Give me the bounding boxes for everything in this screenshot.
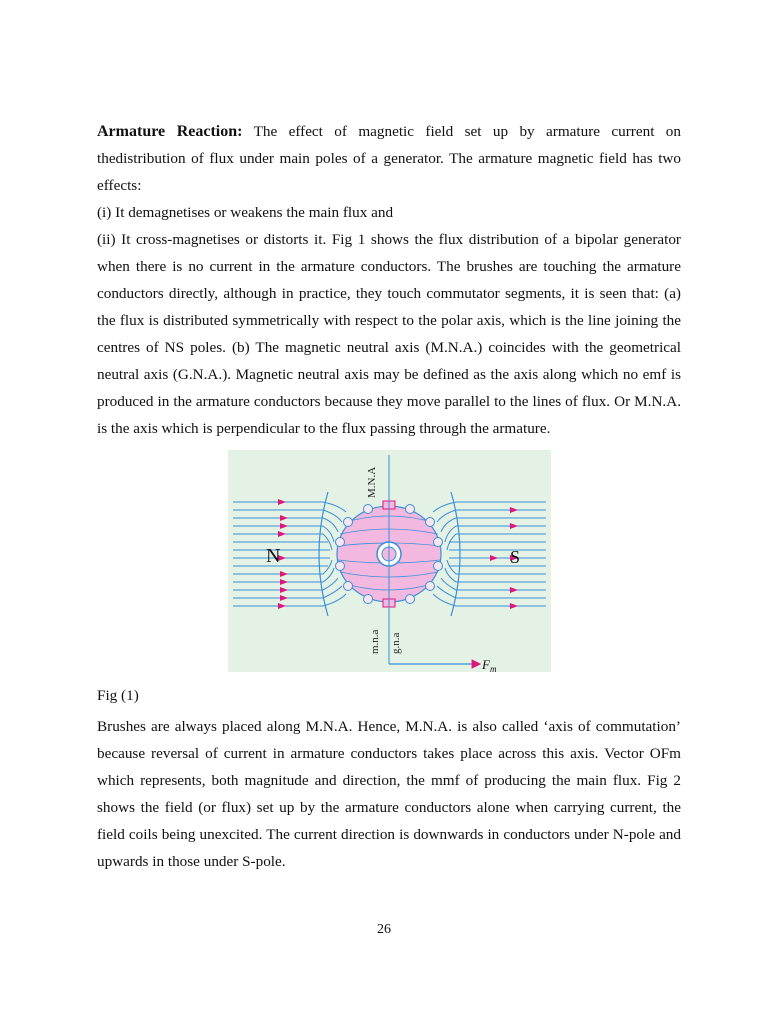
intro-text: The effect of magnetic field set up by armature current on thedistribution of flux under main poles of a generator. The armature magnetic field has two effects: (97, 123, 681, 194)
s-pole-face (451, 492, 460, 616)
n-pole-face (319, 492, 328, 616)
effect-item-2: (ii) It cross-magnetises or distorts it. Fig 1 shows the flux distribution of a bipolar generator when there is no current in the armature conductors. The brushes are touching the armature conductors directly, although in practice, they touch commutator segments, it is seen that: (a) the flux is distributed symmetrically with respect to the polar axis, which is the line joining the centres of NS poles. (b) The magnetic neutral axis (M.N.A.) coincides with the geometrical neutral axis (G.N.A.). Magnetic neutral axis may be defined as the axis along which no emf is produced in the armature conductors because they move parallel to the lines of flux. Or M.N.A. is the axis which is perpendicular to the flux passing through the armature. (97, 231, 681, 437)
flux-distribution-figure (228, 450, 551, 672)
figure-caption: Fig (1) (97, 687, 139, 704)
s-pole-label: S (510, 547, 521, 567)
n-pole-label: N (266, 545, 281, 567)
document-body (97, 118, 681, 875)
mna-top-label: M.N.A (366, 466, 378, 498)
left-flux-lines (233, 502, 346, 606)
commutation-paragraph: Brushes are always placed along M.N.A. Hence, M.N.A. is also called ‘axis of commutation’ because reversal of current in armature conductors takes place across this axis. Vector OFm which represents, both magnitude and direction, the mmf of producing the main flux. Fig 2 shows the field (or flux) set up by the armature conductors alone when carrying current, the field coils being unexcited. The current direction is downwards in conductors under N-pole and upwards in those under S-pole. (97, 718, 681, 870)
section-heading: Armature Reaction: (97, 123, 243, 140)
page-number: 26 (377, 922, 391, 937)
gna-label: g.n.a (390, 632, 402, 654)
fm-label-sub: m (489, 664, 497, 672)
fm-label (481, 657, 497, 672)
mna-bottom-label: m.n.a (369, 629, 381, 654)
effect-item-1: (i) It demagnetises or weakens the main flux and (97, 204, 394, 221)
intro-paragraph (97, 118, 681, 199)
fm-label-main: F (482, 657, 490, 672)
flux-diagram (228, 450, 551, 672)
right-flux-lines (433, 502, 546, 606)
